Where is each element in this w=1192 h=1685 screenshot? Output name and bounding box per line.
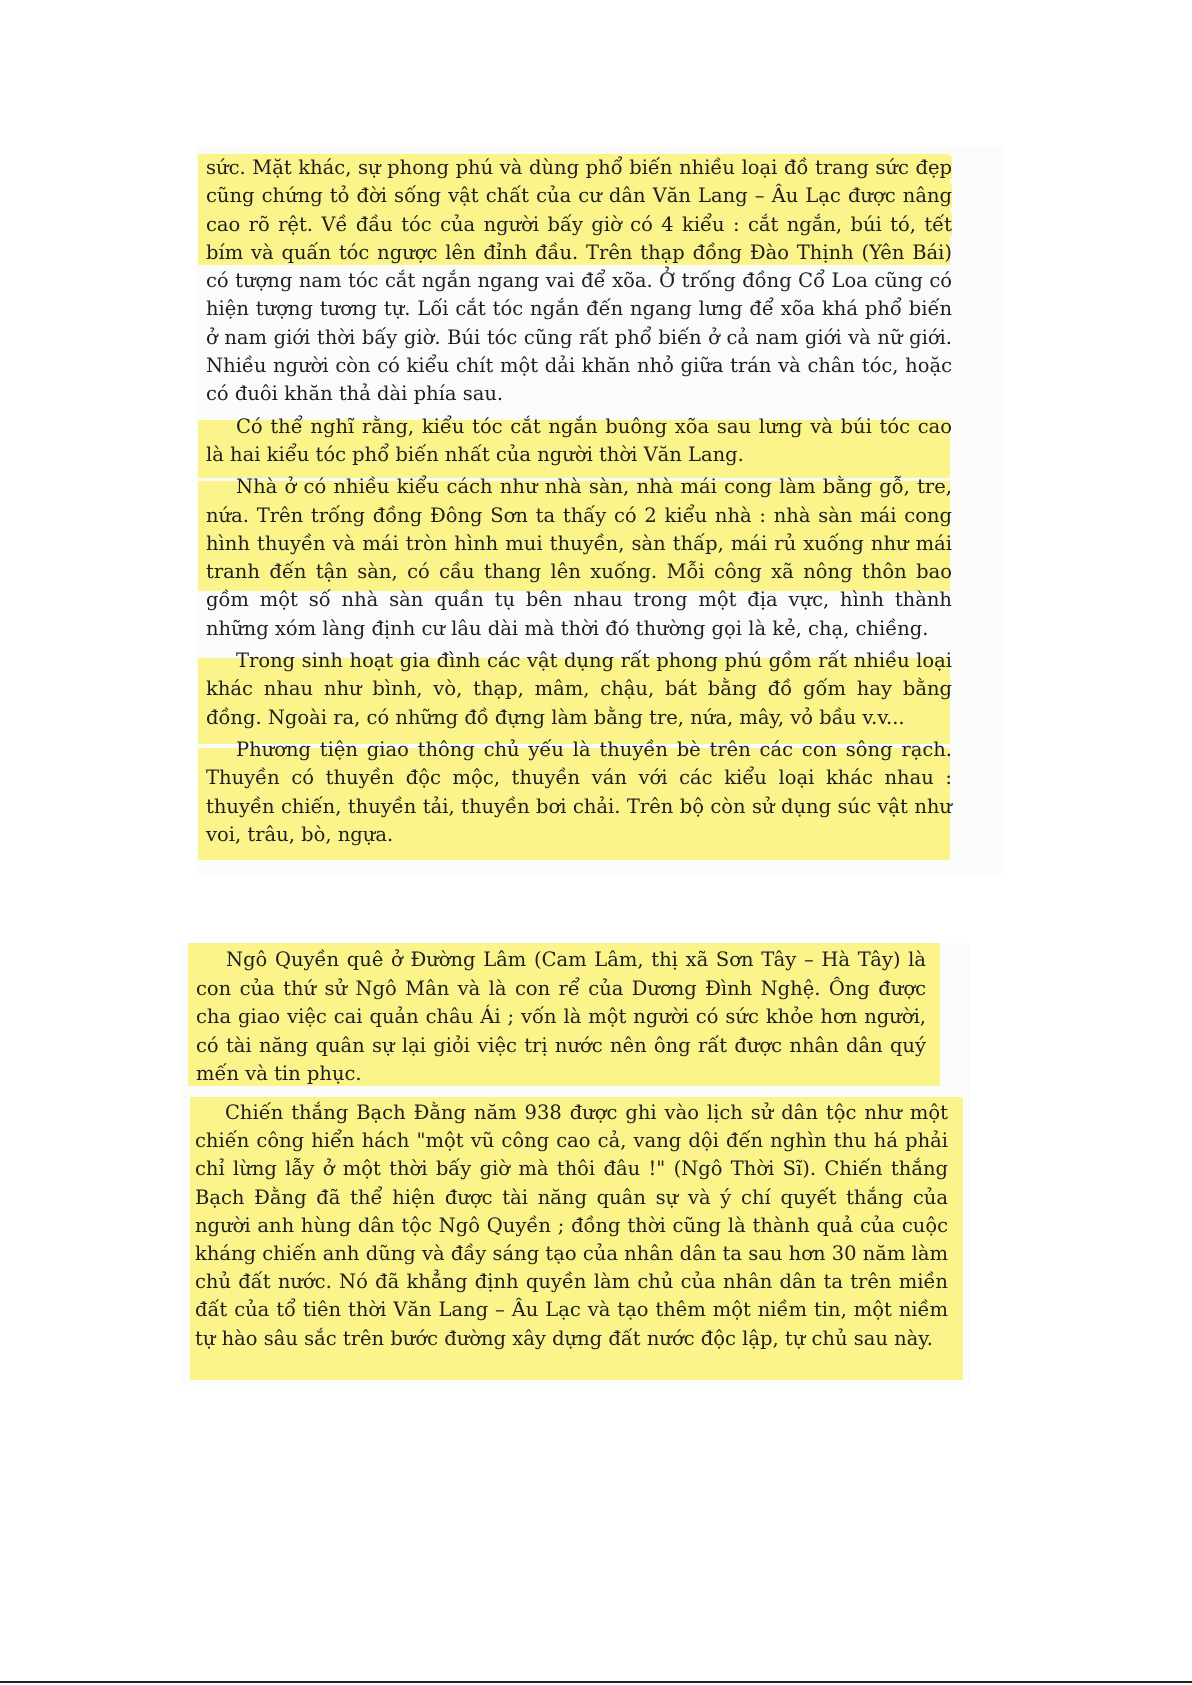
- paragraph: Trong sinh hoạt gia đình các vật dụng rất phong phú gồm rất nhiều loại khác nhau như bình, vò, thạp, mâm, chậu, bát bằng đồ gốm hay bằng đồng. Ngoài ra, có những đồ đựng làm bằng tre, nứa, mây, vỏ bầu v.v...: [206, 649, 952, 729]
- excerpt-text-2: [196, 946, 926, 1089]
- plain-text: Trên thạp đồng Đào Thịnh (Yên Bái) có tượng nam tóc cắt ngắn ngang vai để xõa. Ở trống đồng Cổ Loa cũng có hiện tượng tương tự. Lối cắt tóc ngắn đến ngang lưng để xõa khá phổ biến ở nam giới thời bấy giờ. Búi tóc cũng rất phổ biến ở cả nam giới và nữ giới. Nhiều người còn có kiểu chít một dải khăn nhỏ giữa trán và chân tóc, hoặc có đuôi khăn thả dài phía sau.: [206, 240, 952, 406]
- paragraph: [206, 154, 952, 409]
- highlighted-text: sức. Mặt khác, sự phong phú và dùng phổ biến nhiều loại đồ trang sức đẹp cũng chứng tỏ đời sống vật chất của cư dân Văn Lang – Âu Lạc được nâng cao rõ rệt. Về đầu tóc của người bấy giờ có 4 kiểu : cắt ngắn, búi tó, tết bím và quấn tóc ngược lên đỉnh đầu.: [206, 156, 952, 264]
- excerpt-text-3: [195, 1099, 948, 1353]
- paragraph: Ngô Quyền quê ở Đường Lâm (Cam Lâm, thị xã Sơn Tây – Hà Tây) là con của thứ sử Ngô Mân và là con rể của Dương Đình Nghệ. Ông được cha giao việc cai quản châu Ái ; vốn là một người có sức khỏe hơn người, có tài năng quân sự lại giỏi việc trị nước nên ông rất được nhân dân quý mến và tin phục.: [196, 948, 926, 1085]
- paragraph: Phương tiện giao thông chủ yếu là thuyền bè trên các con sông rạch. Thuyền có thuyền độc mộc, thuyền ván với các kiểu loại khác nhau : thuyền chiến, thuyền tải, thuyền bơi chải. Trên bộ còn sử dụng súc vật như voi, trâu, bò, ngựa.: [206, 737, 952, 846]
- plain-text: Mỗi công xã nông thôn bao gồm một số nhà sàn quần tụ bên nhau trong một địa vực, hình thành những xóm làng định cư lâu dài mà thời đó thường gọi là kẻ, chạ, chiềng.: [206, 560, 952, 640]
- paragraph: [206, 473, 952, 643]
- page-bottom-rule: [0, 1681, 1192, 1683]
- paragraph: Chiến thắng Bạch Đằng năm 938 được ghi vào lịch sử dân tộc như một chiến công hiển hách "một vũ công cao cả, vang dội đến nghìn thu há phải chỉ lừng lẫy ở một thời bấy giờ mà thôi đâu !" (Ngô Thời Sĩ). Chiến thắng Bạch Đằng đã thể hiện được tài năng quân sự và ý chí quyết thắng của người anh hùng dân tộc Ngô Quyền ; đồng thời cũng là thành quả của cuộc kháng chiến anh dũng và đầy sáng tạo của nhân dân ta sau hơn 30 năm làm chủ đất nước. Nó đã khẳng định quyền làm chủ của nhân dân ta trên miền đất của tổ tiên thời Văn Lang – Âu Lạc và tạo thêm một niềm tin, một niềm tự hào sâu sắc trên bước đường xây dựng đất nước độc lập, tự chủ sau này.: [195, 1101, 948, 1350]
- paragraph: Có thể nghĩ rằng, kiểu tóc cắt ngắn buông xõa sau lưng và búi tóc cao là hai kiểu tóc phổ biến nhất của người thời Văn Lang.: [206, 414, 952, 466]
- excerpt-text-1: [206, 154, 952, 849]
- highlighted-text: Nhà ở có nhiều kiểu cách như nhà sàn, nhà mái cong làm bằng gỗ, tre, nứa. Trên trống đồng Đông Sơn ta thấy có 2 kiểu nhà : nhà sàn mái cong hình thuyền và mái tròn hình mui thuyền, sàn thấp, mái rủ xuống như mái tranh đến tận sàn, có cầu thang lên xuống.: [206, 475, 952, 584]
